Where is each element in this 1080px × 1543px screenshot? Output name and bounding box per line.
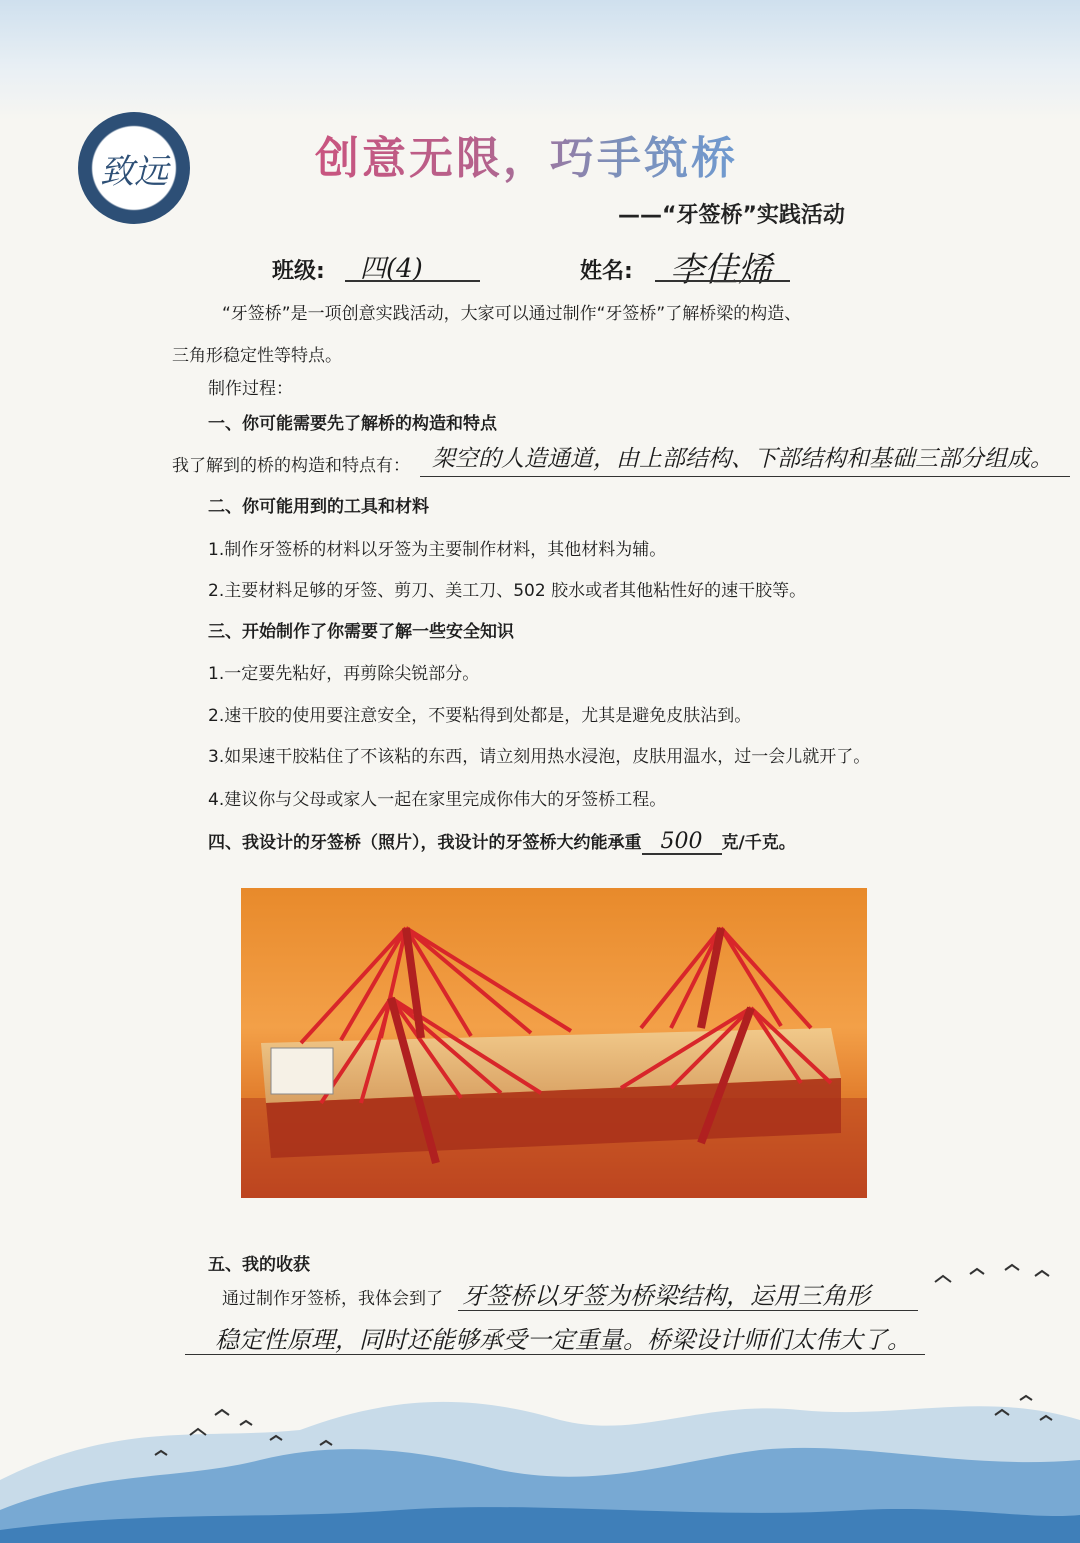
section-5-underline-2 bbox=[185, 1354, 925, 1355]
process-label: 制作过程： bbox=[208, 379, 293, 399]
bridge-illustration bbox=[241, 888, 867, 1198]
name-value[interactable]: 李佳烯 bbox=[670, 250, 772, 290]
section-3-heading: 三、开始制作了你需要了解一些安全知识 bbox=[208, 622, 514, 642]
section-3-item: 3.如果速干胶粘住了不该粘的东西，请立刻用热水浸泡，皮肤用温水，过一会儿就开了。 bbox=[208, 747, 871, 767]
section-1-answer[interactable]: 架空的人造通道，由上部结构、下部结构和基础三部分组成。 bbox=[432, 446, 1053, 472]
section-3-item: 2.速干胶的使用要注意安全，不要粘得到处都是，尤其是避免皮肤沾到。 bbox=[208, 706, 752, 726]
intro-line-1: “牙签桥”是一项创意实践活动，大家可以通过制作“牙签桥”了解桥梁的构造、 bbox=[222, 304, 802, 324]
sky-background bbox=[0, 0, 1080, 120]
class-label: 班级: bbox=[272, 259, 325, 284]
logo-icon: 致远 bbox=[100, 151, 168, 192]
section-1-heading: 一、你可能需要先了解桥的构造和特点 bbox=[208, 414, 497, 434]
class-value[interactable]: 四(4) bbox=[360, 254, 423, 284]
page-subtitle: ——“牙签桥”实践活动 bbox=[618, 203, 845, 228]
section-4-heading bbox=[208, 831, 796, 855]
school-logo bbox=[78, 112, 190, 224]
section-1-underline bbox=[420, 476, 1070, 477]
section-2-heading: 二、你可能用到的工具和材料 bbox=[208, 497, 429, 517]
name-underline bbox=[655, 280, 790, 282]
page-title: 创意无限，巧手筑桥 bbox=[315, 122, 738, 186]
class-underline bbox=[345, 280, 480, 282]
section-5-answer-line-2[interactable]: 稳定性原理，同时还能够承受一定重量。桥梁设计师们太伟大了。 bbox=[215, 1326, 911, 1354]
section-5-heading: 五、我的收获 bbox=[208, 1255, 310, 1275]
name-label: 姓名: bbox=[580, 259, 633, 284]
bridge-label-card bbox=[271, 1048, 333, 1094]
section-5-prompt: 通过制作牙签桥，我体会到了 bbox=[222, 1289, 443, 1309]
bird-decoration bbox=[930, 1262, 1060, 1302]
section-4-heading-suffix: 克/千克。 bbox=[721, 833, 796, 853]
section-3-item: 1.一定要先粘好，再剪除尖锐部分。 bbox=[208, 664, 480, 684]
mountain-decoration bbox=[0, 1360, 1080, 1543]
section-2-item: 2.主要材料足够的牙签、剪刀、美工刀、502 胶水或者其他粘性好的速干胶等。 bbox=[208, 581, 807, 601]
section-1-prompt: 我了解到的桥的构造和特点有： bbox=[172, 456, 410, 476]
section-5-underline-1 bbox=[458, 1310, 918, 1311]
section-4-heading-prefix: 四、我设计的牙签桥（照片），我设计的牙签桥大约能承重 bbox=[208, 833, 642, 853]
weight-value[interactable]: 500 bbox=[642, 831, 722, 855]
bridge-photo bbox=[241, 888, 867, 1198]
section-3-item: 4.建议你与父母或家人一起在家里完成你伟大的牙签桥工程。 bbox=[208, 790, 667, 810]
section-5-answer-line-1[interactable]: 牙签桥以牙签为桥梁结构，运用三角形 bbox=[462, 1282, 870, 1310]
section-2-item: 1.制作牙签桥的材料以牙签为主要制作材料，其他材料为辅。 bbox=[208, 540, 667, 560]
intro-line-2: 三角形稳定性等特点。 bbox=[172, 346, 342, 366]
